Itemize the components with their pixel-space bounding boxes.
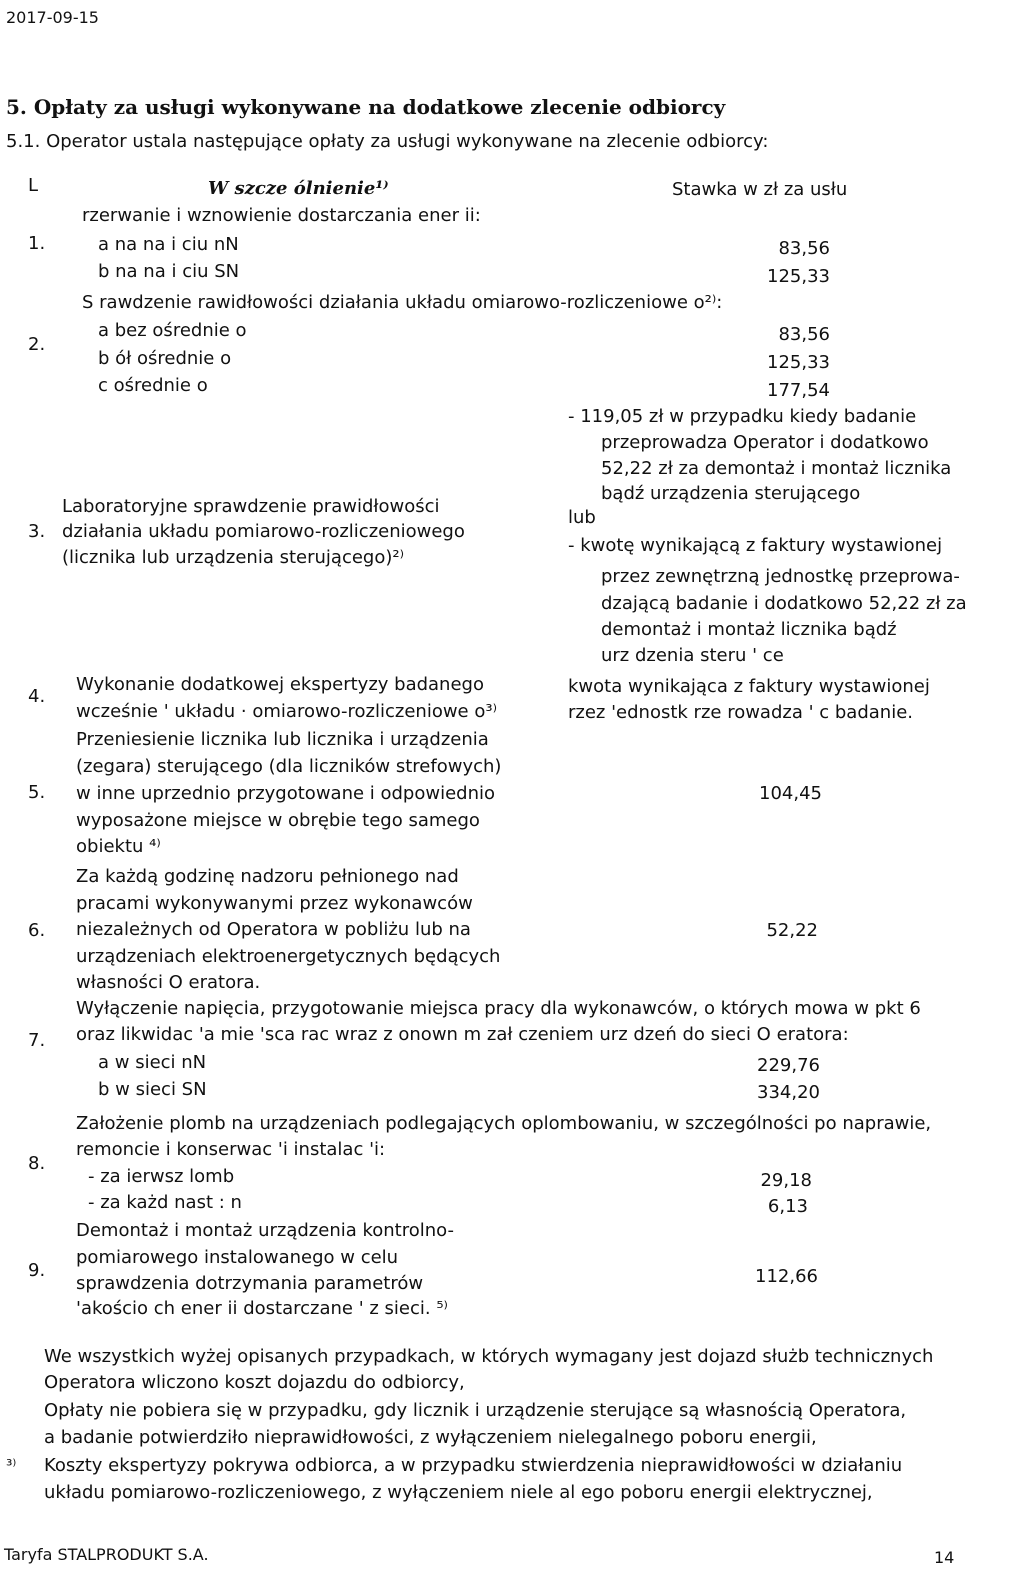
row-text: pracami wykonywanymi przez wykonawców <box>76 893 473 914</box>
rate-value: 334,20 <box>757 1082 820 1103</box>
row-number: 4. <box>28 686 46 707</box>
row-text: Laboratoryjne sprawdzenie prawidłowości <box>62 496 440 517</box>
row-text: a na na i ciu nN <box>98 234 239 255</box>
row-number: 7. <box>28 1030 46 1051</box>
footnote-text: Koszty ekspertyzy pokrywa odbiorca, a w przypadku stwierdzenia nieprawidłowości w działaniu <box>44 1455 903 1476</box>
rate-value: 83,56 <box>778 238 830 259</box>
row-text: a bez ośrednie o <box>98 320 247 341</box>
row-text: wyposażone miejsce w obrębie tego samego <box>76 810 480 831</box>
row-text: wcześnie ' układu · omiarowo-rozliczeniowe o³⁾ <box>76 701 498 722</box>
row-interruption-heading: rzerwanie i wznowienie dostarczania ener ii: <box>82 205 481 226</box>
rate-text: 52,22 zł za demontaż i montaż licznika <box>601 458 952 479</box>
rate-text: urz dzenia steru ' ce <box>601 645 784 666</box>
footnote-text: We wszystkich wyżej opisanych przypadkach, w których wymagany jest dojazd służb technicznych <box>44 1346 934 1367</box>
row-text: urządzeniach elektroenergetycznych będących <box>76 946 501 967</box>
footnote-text: a badanie potwierdziło nieprawidłowości, z wyłączeniem nielegalnego poboru energii, <box>44 1427 817 1448</box>
rate-text: bądź urządzenia sterującego <box>601 483 861 504</box>
rate-text: kwota wynikająca z faktury wystawionej <box>568 676 930 697</box>
row-text: a w sieci nN <box>98 1052 207 1073</box>
rate-value: 229,76 <box>757 1055 820 1076</box>
row-text: b w sieci SN <box>98 1079 207 1100</box>
rate-value: 112,66 <box>755 1266 818 1287</box>
section-title: 5. Opłaty za usługi wykonywane na dodatkowe zlecenie odbiorcy <box>6 95 726 119</box>
col-header-description: W szcze ólnienie¹⁾ <box>208 178 389 199</box>
row-text: S rawdzenie rawidłowości działania układu omiarowo-rozliczeniowe o²⁾: <box>82 292 723 313</box>
rate-value: 6,13 <box>767 1196 808 1217</box>
row-text: Wykonanie dodatkowej ekspertyzy badanego <box>76 674 484 695</box>
row-number: 3. <box>28 521 46 542</box>
col-header-lp: L <box>28 175 39 196</box>
row-text: działania układu pomiarowo-rozliczeniowego <box>62 521 465 542</box>
row-text: b ół ośrednie o <box>98 348 232 369</box>
row-number: 1. <box>28 233 46 254</box>
rate-text: przeprowadza Operator i dodatkowo <box>601 432 929 453</box>
row-text: Demontaż i montaż urządzenia kontrolno- <box>76 1220 455 1241</box>
rate-text: - 119,05 zł w przypadku kiedy badanie <box>568 406 917 427</box>
rate-text: dzającą badanie i dodatkowo 52,22 zł za <box>601 593 967 614</box>
row-number: 6. <box>28 920 46 941</box>
row-number: 8. <box>28 1153 46 1174</box>
rate-value: 177,54 <box>767 380 830 401</box>
rate-value: 125,33 <box>767 352 830 373</box>
rate-value: 104,45 <box>759 783 822 804</box>
footnote-mark: ³⁾ <box>6 1456 17 1475</box>
row-text: (licznika lub urządzenia sterującego)²⁾ <box>62 547 405 568</box>
rate-value: 29,18 <box>760 1170 812 1191</box>
col-header-rate: Stawka w zł za usłu <box>672 179 848 200</box>
rate-value: 83,56 <box>778 324 830 345</box>
row-text: w inne uprzednio przygotowane i odpowiednio <box>76 783 496 804</box>
rate-value: 125,33 <box>767 266 830 287</box>
row-text: c ośrednie o <box>98 375 208 396</box>
section-subtitle: 5.1. Operator ustala następujące opłaty za usługi wykonywane na zlecenie odbiorcy: <box>6 131 769 152</box>
rate-text: przez zewnętrzną jednostkę przeprowa- <box>601 566 960 587</box>
row-text: sprawdzenia dotrzymania parametrów <box>76 1273 424 1294</box>
row-text: Założenie plomb na urządzeniach podlegających oplombowaniu, w szczególności po naprawie, <box>76 1113 932 1134</box>
row-text: Za każdą godzinę nadzoru pełnionego nad <box>76 866 459 887</box>
row-text: b na na i ciu SN <box>98 261 240 282</box>
row-text: Wyłączenie napięcia, przygotowanie miejsca pracy dla wykonawców, o których mowa w pkt 6 <box>76 998 921 1019</box>
row-text: (zegara) sterującego (dla liczników strefowych) <box>76 756 502 777</box>
rate-text: - kwotę wynikającą z faktury wystawionej <box>568 535 943 556</box>
row-text: remoncie i konserwac 'i instalac 'i: <box>76 1139 386 1160</box>
row-text: własności O eratora. <box>76 972 261 993</box>
row-text: oraz likwidac 'a mie 'sca rac wraz z onown m zał czeniem urz dzeń do sieci O eratora: <box>76 1024 849 1045</box>
row-text: pomiarowego instalowanego w celu <box>76 1247 399 1268</box>
rate-text: rzez 'ednostk rze rowadza ' c badanie. <box>568 702 913 723</box>
row-text: 'akościo ch ener ii dostarczane ' z sieci. ⁵⁾ <box>76 1298 448 1319</box>
rate-text: demontaż i montaż licznika bądź <box>601 619 897 640</box>
footnote-text: Operatora wliczono koszt dojazdu do odbiorcy, <box>44 1372 465 1393</box>
row-text: - za każd nast : n <box>88 1192 242 1213</box>
row-text: Przeniesienie licznika lub licznika i urządzenia <box>76 729 489 750</box>
document-date: 2017-09-15 <box>6 8 99 27</box>
rate-text: lub <box>568 507 596 528</box>
row-text: obiektu ⁴⁾ <box>76 836 161 857</box>
footnote-text: Opłaty nie pobiera się w przypadku, gdy licznik i urządzenie sterujące są własnością Operatora, <box>44 1400 907 1421</box>
rate-value: 52,22 <box>766 920 818 941</box>
page-number: 14 <box>934 1548 955 1567</box>
row-number: 2. <box>28 334 46 355</box>
row-text: - za ierwsz lomb <box>88 1166 235 1187</box>
row-text: niezależnych od Operatora w pobliżu lub na <box>76 919 471 940</box>
row-number: 9. <box>28 1260 46 1281</box>
footnote-text: układu pomiarowo-rozliczeniowego, z wyłączeniem niele al ego poboru energii elektrycznej, <box>44 1482 873 1503</box>
footer-tariff-name: Taryfa STALPRODUKT S.A. <box>4 1545 209 1564</box>
row-number: 5. <box>28 782 46 803</box>
